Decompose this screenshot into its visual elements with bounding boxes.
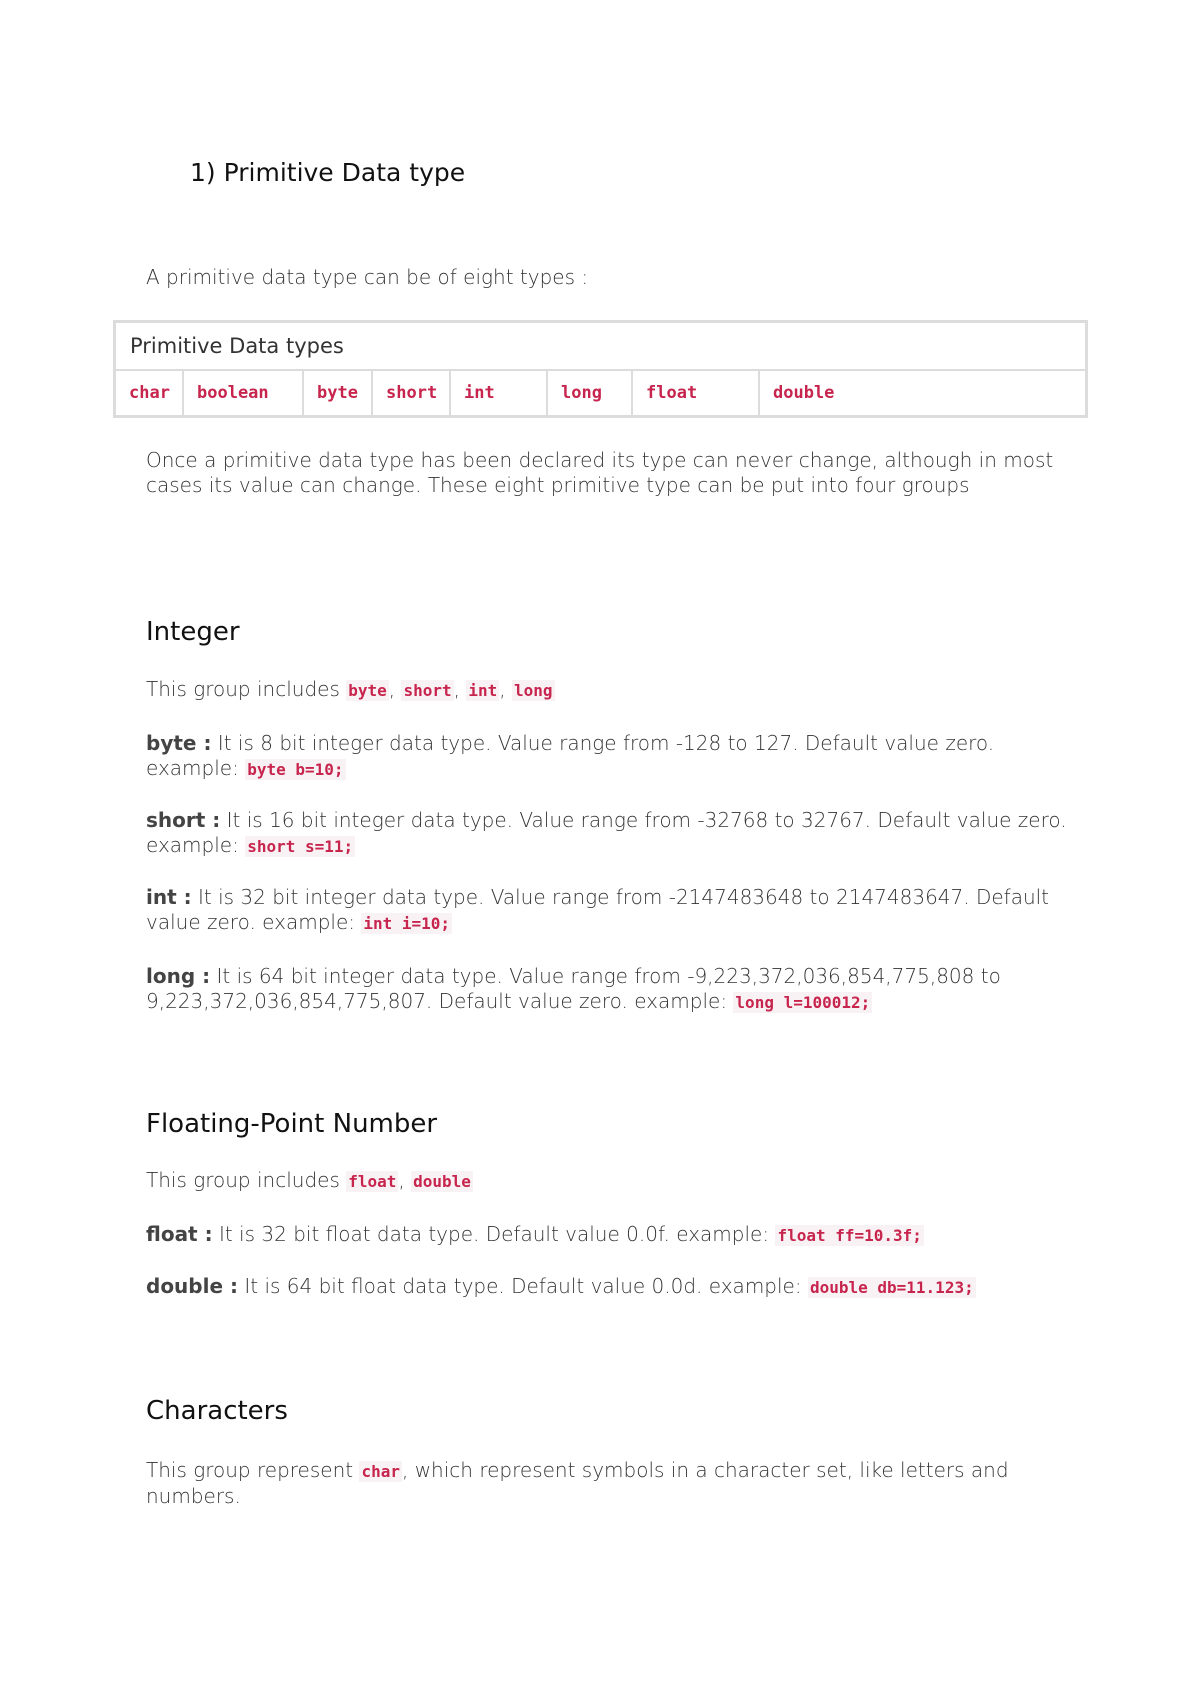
code-double: double xyxy=(413,1172,471,1191)
short-example-code: short s=11; xyxy=(247,837,354,856)
integer-heading: Integer xyxy=(146,617,240,647)
characters-heading: Characters xyxy=(146,1396,288,1426)
byte-description: byte : It is 8 bit integer data type. Value range from -128 to 127. Default value zero. example: byte b=10; xyxy=(146,731,995,780)
code-char: char xyxy=(361,1462,400,1481)
short-description: short : It is 16 bit integer data type. Value range from -32768 to 32767. Default value zero. example: short s=11; xyxy=(146,808,1067,857)
code-short: short xyxy=(403,681,452,700)
byte-example-code: byte b=10; xyxy=(247,760,344,779)
intro-text: A primitive data type can be of eight types : xyxy=(146,265,589,289)
floating-heading: Floating-Point Number xyxy=(146,1109,438,1139)
code-int: int xyxy=(468,681,498,700)
characters-paragraph: This group represent char , which represent symbols in a character set, like letters and numbers. xyxy=(146,1458,1009,1508)
floating-group-line: This group includes float , double xyxy=(146,1168,471,1192)
type-cell-boolean: boolean xyxy=(183,370,303,417)
float-description: float : It is 32 bit float data type. Default value 0.0f. example: float ff=10.3f; xyxy=(146,1222,922,1246)
float-example-code: float ff=10.3f; xyxy=(777,1226,922,1245)
type-cell-double: double xyxy=(759,370,1087,417)
type-cell-long: long xyxy=(547,370,632,417)
table-header-row xyxy=(115,322,1087,371)
double-description: double : It is 64 bit float data type. Default value 0.0d. example: double db=11.123; xyxy=(146,1274,974,1298)
double-example-code: double db=11.123; xyxy=(809,1278,974,1297)
long-description: long : It is 64 bit integer data type. Value range from -9,223,372,036,854,775,808 to 9,223,372,036,854,775,807. Default value zero. example: long l=100012; xyxy=(146,964,1001,1013)
code-byte: byte xyxy=(348,681,387,700)
long-example-code: long l=100012; xyxy=(735,993,871,1012)
table-row xyxy=(115,370,1087,417)
type-cell-float: float xyxy=(632,370,759,417)
code-float: float xyxy=(348,1172,397,1191)
type-cell-int: int xyxy=(450,370,547,417)
integer-group-line: This group includes byte , short , int , long xyxy=(146,677,553,701)
page-title: 1) Primitive Data type xyxy=(190,158,466,187)
type-cell-short: short xyxy=(372,370,450,417)
type-cell-byte: byte xyxy=(303,370,372,417)
int-example-code: int i=10; xyxy=(363,914,451,933)
code-long: long xyxy=(513,681,553,700)
table-header: Primitive Data types xyxy=(115,322,1087,371)
groups-paragraph: Once a primitive data type has been declared its type can never change, although in most cases its value can change. These eight primitive type can be put into four groups xyxy=(146,448,1054,497)
int-description: int : It is 32 bit integer data type. Value range from -2147483648 to 2147483647. Default value zero. example: int i=10; xyxy=(146,885,1050,934)
primitive-types-table xyxy=(113,320,1088,418)
type-cell-char: char xyxy=(115,370,184,417)
